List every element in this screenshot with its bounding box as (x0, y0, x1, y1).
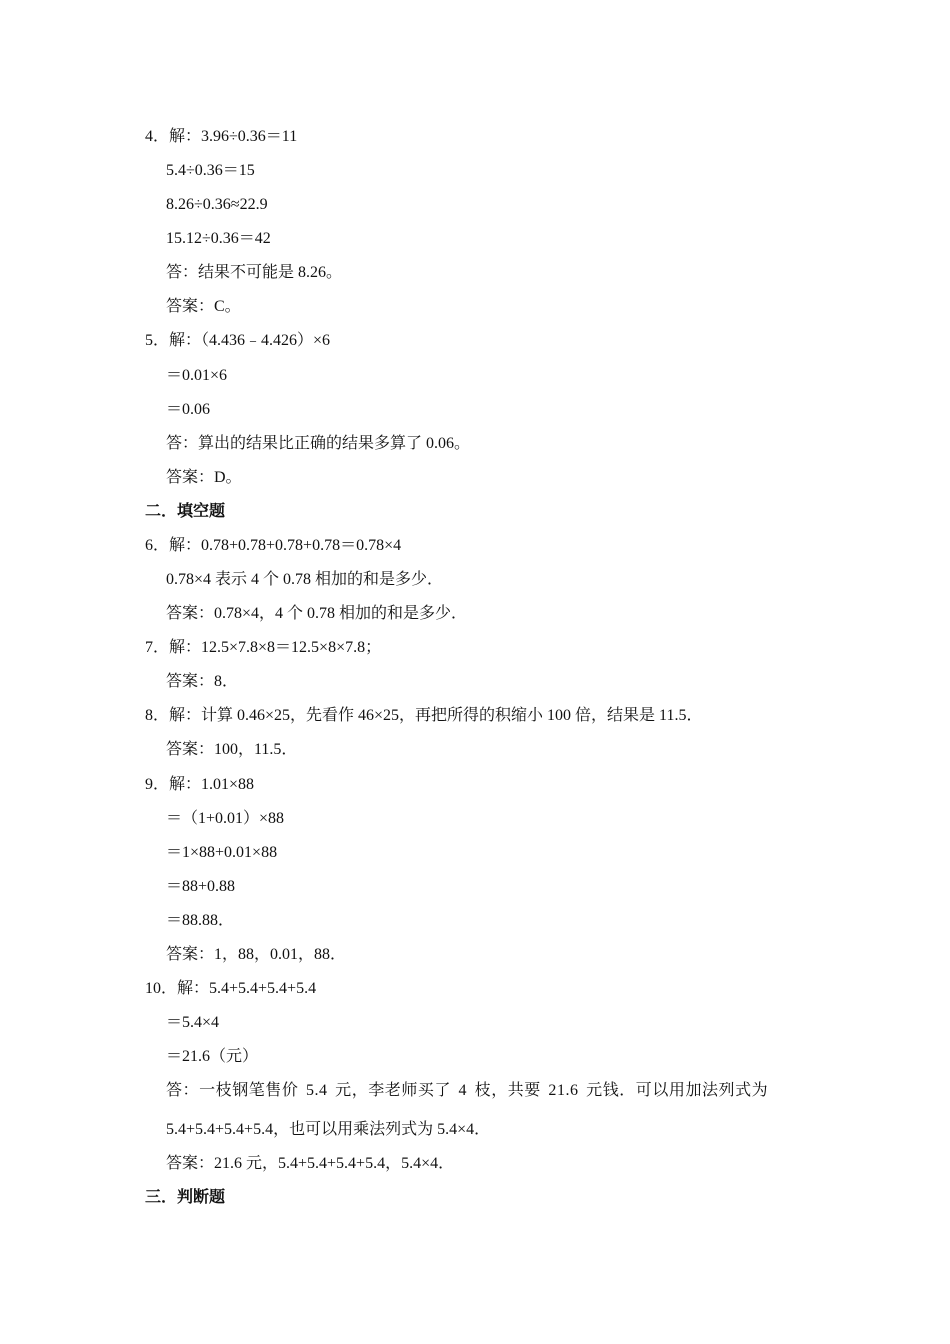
q6-answer: 答案：0.78×4，4 个 0.78 相加的和是多少． (166, 605, 468, 622)
q10-step: ＝21.6（元） (166, 1048, 259, 1065)
q5-answer: 答案：D。 (166, 469, 242, 486)
q7-solution-line: 7．解：12.5×7.8×8＝12.5×8×7.8； (145, 639, 382, 656)
q6-explanation: 0.78×4 表示 4 个 0.78 相加的和是多少． (166, 571, 444, 588)
section-heading-true-false: 三．判断题 (145, 1189, 226, 1206)
q10-answer: 答案：21.6 元，5.4+5.4+5.4+5.4，5.4×4． (166, 1155, 455, 1172)
q10-reply-continued: 5.4+5.4+5.4+5.4，也可以用乘法列式为 5.4×4． (166, 1121, 491, 1138)
q4-reply: 答：结果不可能是 8.26。 (166, 264, 343, 281)
section-heading-fill-blank: 二．填空题 (145, 503, 226, 520)
q10-step: ＝5.4×4 (166, 1014, 220, 1031)
q9-step: ＝1×88+0.01×88 (166, 844, 278, 861)
q9-answer: 答案：1，88，0.01，88． (166, 946, 347, 963)
q5-step: ＝0.01×6 (166, 367, 228, 384)
q10-solution-line: 10．解：5.4+5.4+5.4+5.4 (145, 980, 317, 997)
q5-step: ＝0.06 (166, 401, 211, 418)
q4-step: 15.12÷0.36＝42 (166, 230, 271, 247)
q6-solution-line: 6．解：0.78+0.78+0.78+0.78＝0.78×4 (145, 537, 402, 554)
q5-solution-line: 5．解：（4.436﹣4.426）×6 (145, 332, 331, 349)
q9-step: ＝（1+0.01）×88 (166, 810, 285, 827)
q4-answer: 答案：C。 (166, 298, 241, 315)
q8-solution-line: 8．解：计算 0.46×25，先看作 46×25，再把所得的积缩小 100 倍，结果是 11.5． (145, 707, 703, 724)
q4-step: 8.26÷0.36≈22.9 (166, 196, 268, 213)
q4-solution-line: 4．解：3.96÷0.36＝11 (145, 128, 298, 145)
q7-answer: 答案：8． (166, 673, 239, 690)
q9-solution-line: 9．解：1.01×88 (145, 776, 255, 793)
q10-reply: 答：一枝钢笔售价 5.4 元，李老师买了 4 枝，共要 21.6 元钱．可以用加法列式为 (166, 1082, 769, 1099)
q5-reply: 答：算出的结果比正确的结果多算了 0.06。 (166, 435, 471, 452)
q4-step: 5.4÷0.36＝15 (166, 162, 255, 179)
q9-step: ＝88.88． (166, 912, 235, 929)
q8-answer: 答案：100，11.5． (166, 741, 298, 758)
q9-step: ＝88+0.88 (166, 878, 236, 895)
